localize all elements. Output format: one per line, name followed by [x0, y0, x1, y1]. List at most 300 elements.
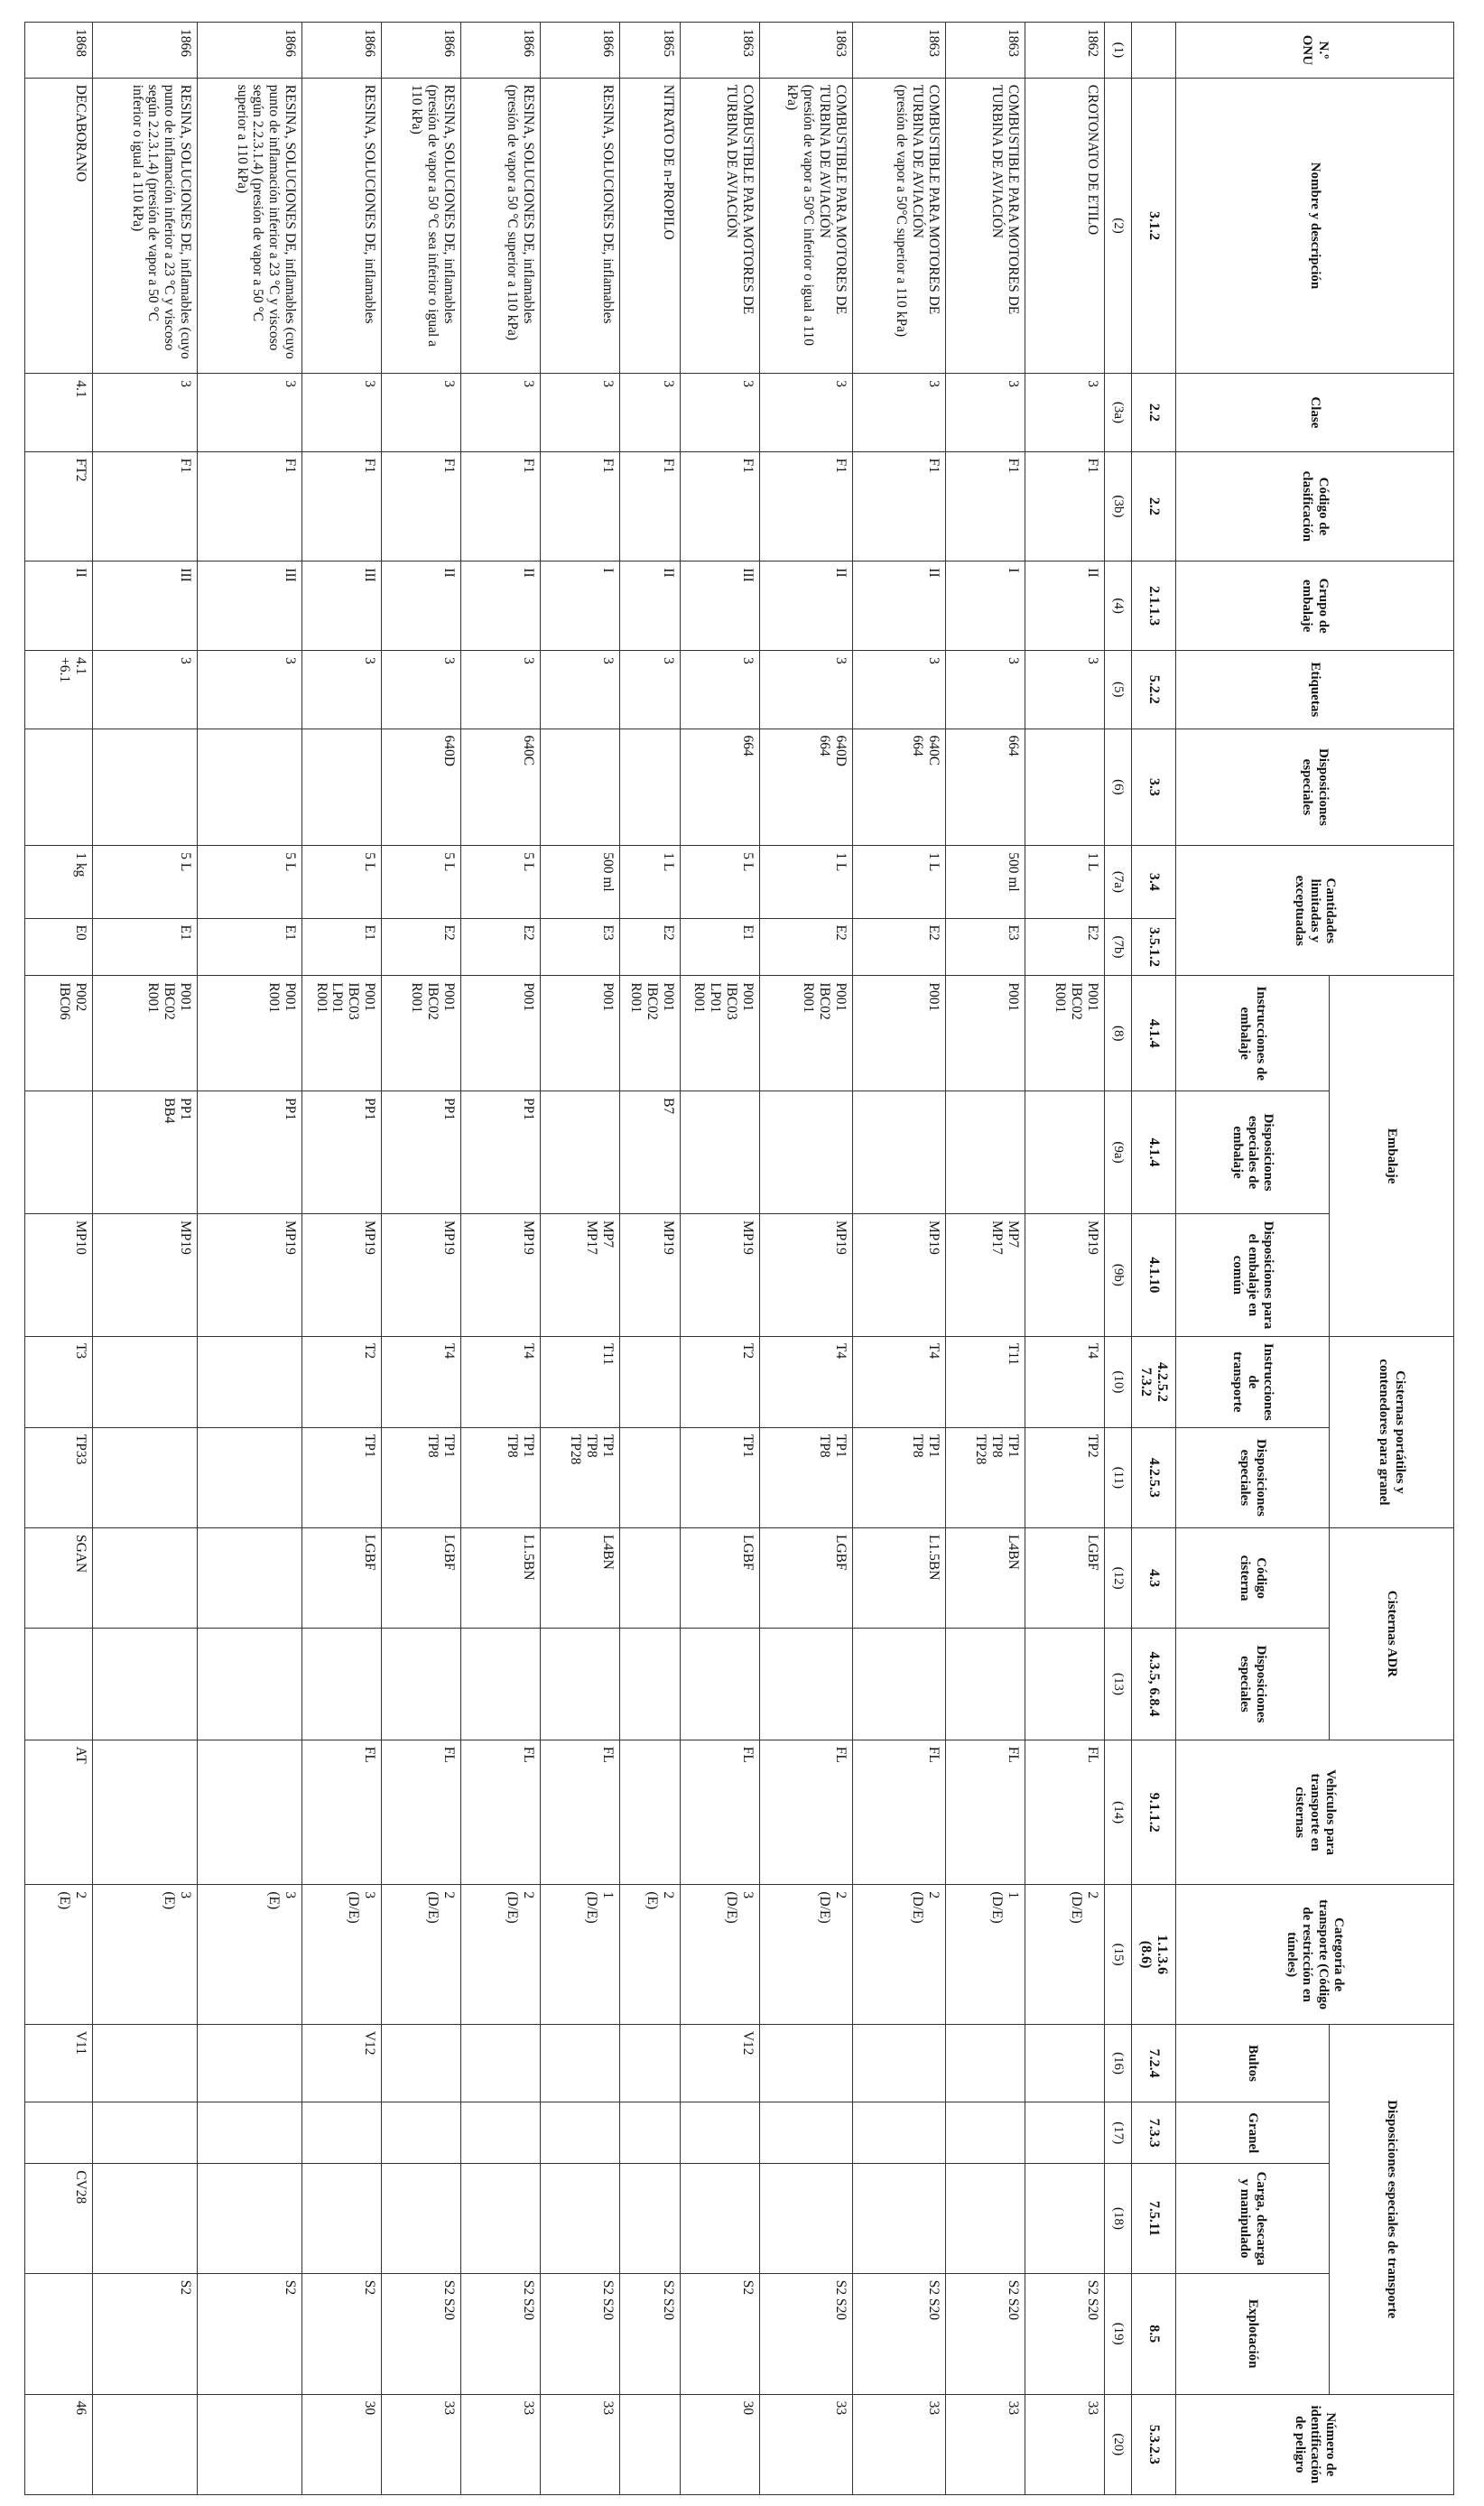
- name-cell: DECABORANO: [25, 78, 93, 373]
- un-number-cell: 1866: [381, 23, 460, 79]
- table-cell: E1: [198, 918, 302, 976]
- table-row: [25, 23, 93, 2495]
- table-cell: F1: [93, 451, 198, 562]
- table-cell: P001 R001: [198, 976, 302, 1091]
- table-cell: [93, 1528, 198, 1629]
- table-cell: F1: [540, 451, 619, 562]
- table-cell: LGBF: [301, 1528, 381, 1629]
- table-cell: [540, 2164, 619, 2274]
- table-cell: L1.5BN: [852, 1528, 945, 1629]
- table-cell: F1: [381, 451, 460, 562]
- table-cell: [460, 1629, 540, 1740]
- table-cell: [619, 1528, 680, 1629]
- table-cell: 1 L: [1025, 846, 1104, 918]
- reference-cell: 9.1.1.2: [1131, 1740, 1175, 1885]
- table-cell: PP1: [381, 1091, 460, 1214]
- table-cell: S2 S20: [852, 2273, 945, 2394]
- table-cell: [759, 2164, 852, 2274]
- table-cell: T11: [540, 1336, 619, 1427]
- table-cell: S2: [93, 2273, 198, 2394]
- table-cell: 3: [540, 651, 619, 729]
- reference-cell: 3.5.1.2: [1131, 918, 1175, 976]
- header-operation: Explotación: [1176, 2273, 1330, 2394]
- table-cell: III: [198, 562, 302, 651]
- table-cell: 500 ml: [540, 846, 619, 918]
- reference-cell: 1.1.3.6 (8.6): [1131, 1885, 1175, 2024]
- column-number-cell: (9a): [1104, 1091, 1131, 1214]
- column-number-cell: (19): [1104, 2273, 1131, 2394]
- table-cell: 2 (D/E): [1025, 1885, 1104, 2024]
- name-cell: COMBUSTIBLE PARA MOTORES DE TURBINA DE AVIACIÓN: [945, 78, 1025, 373]
- table-cell: 33: [759, 2394, 852, 2494]
- table-cell: 3: [759, 374, 852, 451]
- table-cell: [198, 2394, 302, 2494]
- table-cell: CV28: [25, 2164, 93, 2274]
- table-cell: T4: [460, 1336, 540, 1427]
- table-cell: [198, 2024, 302, 2102]
- reference-cell: 4.3: [1131, 1528, 1175, 1629]
- table-cell: 46: [25, 2394, 93, 2494]
- table-cell: FL: [945, 1740, 1025, 1885]
- header-classification-code: Código de clasificación: [1176, 451, 1454, 562]
- table-cell: I: [945, 562, 1025, 651]
- reference-cell: [1131, 23, 1175, 79]
- table-cell: [198, 1629, 302, 1740]
- table-cell: S2 S20: [540, 2273, 619, 2394]
- table-cell: T2: [301, 1336, 381, 1427]
- name-cell: RESINA, SOLUCIONES DE, inflamables: [540, 78, 619, 373]
- table-cell: 3 (D/E): [301, 1885, 381, 2024]
- column-number-cell: (20): [1104, 2394, 1131, 2494]
- table-cell: 2 (D/E): [381, 1885, 460, 2024]
- table-row: [1025, 23, 1104, 2495]
- column-number-cell: (3b): [1104, 451, 1131, 562]
- table-cell: FT2: [25, 451, 93, 562]
- table-cell: LGBF: [1025, 1528, 1104, 1629]
- table-cell: P001: [945, 976, 1025, 1091]
- table-row: [945, 23, 1025, 2495]
- reference-cell: 4.1.4: [1131, 976, 1175, 1091]
- table-cell: 5 L: [460, 846, 540, 918]
- table-cell: [93, 2394, 198, 2494]
- table-cell: [945, 2024, 1025, 2102]
- table-cell: [381, 1629, 460, 1740]
- table-cell: MP19: [301, 1213, 381, 1336]
- table-cell: [852, 1629, 945, 1740]
- table-cell: 4.1 +6.1: [25, 651, 93, 729]
- header-packaging: Embalaje: [1330, 976, 1454, 1337]
- table-cell: V12: [301, 2024, 381, 2102]
- table-cell: 3: [460, 651, 540, 729]
- table-cell: [381, 2164, 460, 2274]
- table-cell: [540, 1629, 619, 1740]
- table-cell: [945, 2102, 1025, 2164]
- table-cell: 3: [619, 651, 680, 729]
- header-mixed-packing: Disposiciones para el embalaje en común: [1176, 1213, 1330, 1336]
- table-cell: 3: [93, 374, 198, 451]
- table-cell: E2: [460, 918, 540, 976]
- table-cell: LGBF: [759, 1528, 852, 1629]
- column-number-cell: (6): [1104, 729, 1131, 846]
- table-cell: [619, 2024, 680, 2102]
- table-cell: V12: [680, 2024, 759, 2102]
- reference-cell: 4.1.4: [1131, 1091, 1175, 1214]
- table-cell: T4: [1025, 1336, 1104, 1427]
- un-number-cell: 1866: [460, 23, 540, 79]
- table-cell: E2: [759, 918, 852, 976]
- table-cell: MP19: [381, 1213, 460, 1336]
- table-cell: P001: [460, 976, 540, 1091]
- table-cell: F1: [945, 451, 1025, 562]
- table-cell: S2: [198, 2273, 302, 2394]
- table-cell: [945, 1629, 1025, 1740]
- header-packing-group: Grupo de embalaje: [1176, 562, 1454, 651]
- table-cell: 664: [945, 729, 1025, 846]
- table-row: [460, 23, 540, 2495]
- column-number-cell: (17): [1104, 2102, 1131, 2164]
- table-cell: [680, 1629, 759, 1740]
- table-cell: 664: [680, 729, 759, 846]
- table-cell: [25, 1629, 93, 1740]
- table-cell: [93, 1427, 198, 1527]
- table-cell: P001 IBC02 R001: [381, 976, 460, 1091]
- header-tank-instructions: Instrucciones de transporte: [1176, 1336, 1330, 1427]
- table-cell: II: [460, 562, 540, 651]
- table-cell: [381, 2024, 460, 2102]
- table-cell: FL: [540, 1740, 619, 1885]
- table-cell: [460, 2024, 540, 2102]
- table-cell: TP33: [25, 1427, 93, 1527]
- table-cell: 3: [460, 374, 540, 451]
- table-cell: MP19: [198, 1213, 302, 1336]
- dangerous-goods-table: [24, 22, 1454, 2495]
- table-cell: [619, 1427, 680, 1527]
- table-cell: TP1 TP8: [381, 1427, 460, 1527]
- table-cell: MP7 MP17: [945, 1213, 1025, 1336]
- table-cell: 1 (D/E): [540, 1885, 619, 2024]
- header-un-number: N.º ONU: [1176, 23, 1454, 79]
- table-cell: FL: [381, 1740, 460, 1885]
- table-cell: T4: [852, 1336, 945, 1427]
- table-cell: 5 L: [198, 846, 302, 918]
- column-number-row: [1104, 23, 1131, 2495]
- table-cell: V11: [25, 2024, 93, 2102]
- column-number-cell: (10): [1104, 1336, 1131, 1427]
- table-cell: [852, 2024, 945, 2102]
- header-loading: Carga, descarga y manipulado: [1176, 2164, 1330, 2274]
- table-cell: S2 S20: [759, 2273, 852, 2394]
- header-adr-special-provisions: Disposiciones especiales: [1176, 1629, 1330, 1740]
- header-tank-special-provisions: Disposiciones especiales: [1176, 1427, 1330, 1527]
- table-row: [93, 23, 198, 2495]
- header-limited-excepted: Cantidades limitadas y exceptuadas: [1176, 846, 1454, 976]
- table-cell: II: [619, 562, 680, 651]
- table-row: [301, 23, 381, 2495]
- table-cell: [93, 729, 198, 846]
- reference-cell: 4.3.5, 6.8.4: [1131, 1629, 1175, 1740]
- reference-cell: 3.1.2: [1131, 78, 1175, 373]
- un-number-cell: 1863: [680, 23, 759, 79]
- table-cell: [680, 2102, 759, 2164]
- table-cell: 5 L: [93, 846, 198, 918]
- table-cell: MP19: [759, 1213, 852, 1336]
- header-portable-tanks: Cisternas portátiles y contenedores para granel: [1330, 1336, 1454, 1527]
- table-cell: F1: [852, 451, 945, 562]
- table-cell: III: [680, 562, 759, 651]
- table-cell: [93, 1336, 198, 1427]
- table-row: [759, 23, 852, 2495]
- column-number-cell: (8): [1104, 976, 1131, 1091]
- table-cell: 3: [93, 651, 198, 729]
- header-special-transport: Disposiciones especiales de transporte: [1330, 2024, 1454, 2394]
- table-cell: [25, 729, 93, 846]
- table-cell: S2 S20: [460, 2273, 540, 2394]
- table-cell: S2 S20: [619, 2273, 680, 2394]
- reference-cell: 2.2: [1131, 451, 1175, 562]
- table-cell: [25, 1091, 93, 1214]
- table-cell: TP1 TP8: [759, 1427, 852, 1527]
- table-cell: [93, 2024, 198, 2102]
- table-cell: [198, 2164, 302, 2274]
- table-cell: [619, 2394, 680, 2494]
- table-cell: 3: [381, 374, 460, 451]
- header-hazard-id: Número de identificación de peligro: [1176, 2394, 1454, 2494]
- table-cell: AT: [25, 1740, 93, 1885]
- table-cell: [852, 2164, 945, 2274]
- table-cell: [619, 1629, 680, 1740]
- table-cell: MP19: [619, 1213, 680, 1336]
- table-cell: FL: [1025, 1740, 1104, 1885]
- header-vehicle-tank: Vehículos para transporte en cisternas: [1176, 1740, 1454, 1885]
- un-number-cell: 1863: [945, 23, 1025, 79]
- table-cell: [460, 2102, 540, 2164]
- header-transport-category: Categoría de transporte (Código de restricción en túneles): [1176, 1885, 1454, 2024]
- table-cell: III: [93, 562, 198, 651]
- table-cell: E2: [1025, 918, 1104, 976]
- reference-cell: 5.2.2: [1131, 651, 1175, 729]
- reference-cell: 2.1.1.3: [1131, 562, 1175, 651]
- table-cell: [93, 1629, 198, 1740]
- table-cell: FL: [759, 1740, 852, 1885]
- name-cell: NITRATO DE n-PROPILO: [619, 78, 680, 373]
- table-cell: 2 (D/E): [759, 1885, 852, 2024]
- table-cell: F1: [759, 451, 852, 562]
- un-number-cell: 1865: [619, 23, 680, 79]
- table-cell: TP1 TP8: [852, 1427, 945, 1527]
- table-cell: T2: [680, 1336, 759, 1427]
- table-cell: [1025, 729, 1104, 846]
- table-cell: E2: [619, 918, 680, 976]
- column-number-cell: (4): [1104, 562, 1131, 651]
- column-number-cell: (7b): [1104, 918, 1131, 976]
- table-cell: 3: [945, 651, 1025, 729]
- table-cell: 3: [198, 374, 302, 451]
- table-cell: [93, 1740, 198, 1885]
- table-cell: LGBF: [381, 1528, 460, 1629]
- reference-cell: 7.3.3: [1131, 2102, 1175, 2164]
- table-cell: MP10: [25, 1213, 93, 1336]
- table-cell: 33: [945, 2394, 1025, 2494]
- name-cell: COMBUSTIBLE PARA MOTORES DE TURBINA DE AVIACIÓN (presión de vapor a 50°C inferior o igual a 110 kPa): [759, 78, 852, 373]
- un-number-cell: 1866: [301, 23, 381, 79]
- table-cell: FL: [460, 1740, 540, 1885]
- table-cell: 640D: [381, 729, 460, 846]
- table-cell: 3: [301, 374, 381, 451]
- header-special-packing-provisions: Disposiciones especiales de embalaje: [1176, 1091, 1330, 1214]
- column-number-cell: (18): [1104, 2164, 1131, 2274]
- table-cell: P001 IBC02 R001: [93, 976, 198, 1091]
- table-cell: 640C 664: [852, 729, 945, 846]
- column-number-cell: (14): [1104, 1740, 1131, 1885]
- un-number-cell: 1866: [93, 23, 198, 79]
- name-cell: RESINA, SOLUCIONES DE, inflamables (presión de vapor a 50 °C sea inferior o igual a 110 kPa): [381, 78, 460, 373]
- table-cell: T3: [25, 1336, 93, 1427]
- table-cell: [540, 2102, 619, 2164]
- header-tank-code: Código cisterna: [1176, 1528, 1330, 1629]
- table-cell: II: [759, 562, 852, 651]
- table-cell: [301, 2164, 381, 2274]
- column-number-cell: (2): [1104, 78, 1131, 373]
- table-cell: 33: [540, 2394, 619, 2494]
- table-cell: P001 IBC03 LP01 R001: [301, 976, 381, 1091]
- table-cell: [680, 1091, 759, 1214]
- table-cell: [301, 2102, 381, 2164]
- table-cell: P001 IBC03 LP01 R001: [680, 976, 759, 1091]
- table-cell: TP1 TP8 TP28: [540, 1427, 619, 1527]
- table-cell: 3: [759, 651, 852, 729]
- reference-cell: 4.1.10: [1131, 1213, 1175, 1336]
- table-cell: [540, 2024, 619, 2102]
- table-cell: [198, 1740, 302, 1885]
- table-row: [381, 23, 460, 2495]
- table-cell: [759, 1091, 852, 1214]
- table-cell: [680, 2164, 759, 2274]
- table-cell: 640D 664: [759, 729, 852, 846]
- table-cell: F1: [619, 451, 680, 562]
- table-cell: PP1: [460, 1091, 540, 1214]
- table-cell: B7: [619, 1091, 680, 1214]
- reference-row: [1131, 23, 1175, 2495]
- name-cell: RESINA, SOLUCIONES DE, inflamables (cuyo punto de inflamación inferior a 23 °C y viscoso según 2.2.3.1.4) (presión de vapor a 50 °C inferior o igual a 110 kPa): [93, 78, 198, 373]
- table-cell: 3: [540, 374, 619, 451]
- table-cell: MP7 MP17: [540, 1213, 619, 1336]
- header-special-provisions: Disposiciones especiales: [1176, 729, 1454, 846]
- table-cell: [1025, 2102, 1104, 2164]
- table-cell: [301, 729, 381, 846]
- table-cell: [381, 2102, 460, 2164]
- table-cell: [619, 1740, 680, 1885]
- table-cell: I: [540, 562, 619, 651]
- table-cell: P001 IBC02 R001: [619, 976, 680, 1091]
- name-cell: COMBUSTIBLE PARA MOTORES DE TURBINA DE AVIACIÓN (presión de vapor a 50°C superior a 110 kPa): [852, 78, 945, 373]
- table-cell: [619, 729, 680, 846]
- table-cell: 30: [680, 2394, 759, 2494]
- table-cell: F1: [680, 451, 759, 562]
- un-number-cell: 1863: [759, 23, 852, 79]
- table-cell: LGBF: [680, 1528, 759, 1629]
- table-cell: [198, 1336, 302, 1427]
- table-cell: 3: [381, 651, 460, 729]
- rotated-table-page: [24, 22, 1454, 2495]
- table-cell: TP1 TP8: [460, 1427, 540, 1527]
- table-cell: 1 L: [759, 846, 852, 918]
- table-cell: 33: [381, 2394, 460, 2494]
- table-cell: 5 L: [301, 846, 381, 918]
- table-cell: MP19: [460, 1213, 540, 1336]
- table-cell: F1: [1025, 451, 1104, 562]
- column-number-cell: (9b): [1104, 1213, 1131, 1336]
- un-number-cell: 1866: [198, 23, 302, 79]
- table-cell: MP19: [852, 1213, 945, 1336]
- table-cell: [1025, 1629, 1104, 1740]
- table-cell: TP1: [301, 1427, 381, 1527]
- table-cell: T4: [381, 1336, 460, 1427]
- table-cell: FL: [852, 1740, 945, 1885]
- header-name: Nombre y descripción: [1176, 78, 1454, 373]
- table-cell: [619, 2164, 680, 2274]
- table-cell: [1025, 2024, 1104, 2102]
- table-cell: TP2: [1025, 1427, 1104, 1527]
- table-cell: 640C: [460, 729, 540, 846]
- table-cell: [759, 2102, 852, 2164]
- table-cell: T4: [759, 1336, 852, 1427]
- name-cell: RESINA, SOLUCIONES DE, inflamables (presión de vapor a 50 °C superior a 110 kPa): [460, 78, 540, 373]
- name-cell: CROTONATO DE ETILO: [1025, 78, 1104, 373]
- name-cell: RESINA, SOLUCIONES DE, inflamables (cuyo punto de inflamación inferior a 23 °C y viscoso según 2.2.3.1.4) (presión de vapor a 50 °C superior a 110 kPa): [198, 78, 302, 373]
- table-cell: S2 S20: [1025, 2273, 1104, 2394]
- table-cell: III: [301, 562, 381, 651]
- table-cell: 33: [460, 2394, 540, 2494]
- reference-cell: 5.3.2.3: [1131, 2394, 1175, 2494]
- column-number-cell: (16): [1104, 2024, 1131, 2102]
- table-cell: 1 L: [619, 846, 680, 918]
- table-cell: P002 IBC06: [25, 976, 93, 1091]
- table-cell: [301, 1629, 381, 1740]
- header-packing-instructions: Instrucciones de embalaje: [1176, 976, 1330, 1091]
- table-cell: MP19: [93, 1213, 198, 1336]
- table-cell: F1: [301, 451, 381, 562]
- table-cell: E2: [852, 918, 945, 976]
- header-packages: Bultos: [1176, 2024, 1330, 2102]
- table-cell: S2 S20: [381, 2273, 460, 2394]
- reference-cell: 2.2: [1131, 374, 1175, 451]
- reference-cell: 4.2.5.3: [1131, 1427, 1175, 1527]
- header-adr-tanks: Cisternas ADR: [1330, 1528, 1454, 1740]
- un-number-cell: 1866: [540, 23, 619, 79]
- table-cell: 2 (D/E): [460, 1885, 540, 2024]
- table-cell: L1.5BN: [460, 1528, 540, 1629]
- table-cell: [540, 1091, 619, 1214]
- un-number-cell: 1863: [852, 23, 945, 79]
- header-bulk: Granel: [1176, 2102, 1330, 2164]
- table-cell: [852, 2102, 945, 2164]
- header-labels: Etiquetas: [1176, 651, 1454, 729]
- column-number-cell: (5): [1104, 651, 1131, 729]
- reference-cell: 3.4: [1131, 846, 1175, 918]
- table-cell: E3: [945, 918, 1025, 976]
- table-cell: 2 (E): [619, 1885, 680, 2024]
- table-cell: [852, 1091, 945, 1214]
- table-cell: TP1 TP8 TP28: [945, 1427, 1025, 1527]
- table-cell: [1025, 2164, 1104, 2274]
- column-number-cell: (1): [1104, 23, 1131, 79]
- reference-cell: 7.5.11: [1131, 2164, 1175, 2274]
- table-cell: MP19: [680, 1213, 759, 1336]
- column-number-cell: (11): [1104, 1427, 1131, 1527]
- table-cell: S2 S20: [945, 2273, 1025, 2394]
- table-cell: PP1: [198, 1091, 302, 1214]
- header-class: Clase: [1176, 374, 1454, 451]
